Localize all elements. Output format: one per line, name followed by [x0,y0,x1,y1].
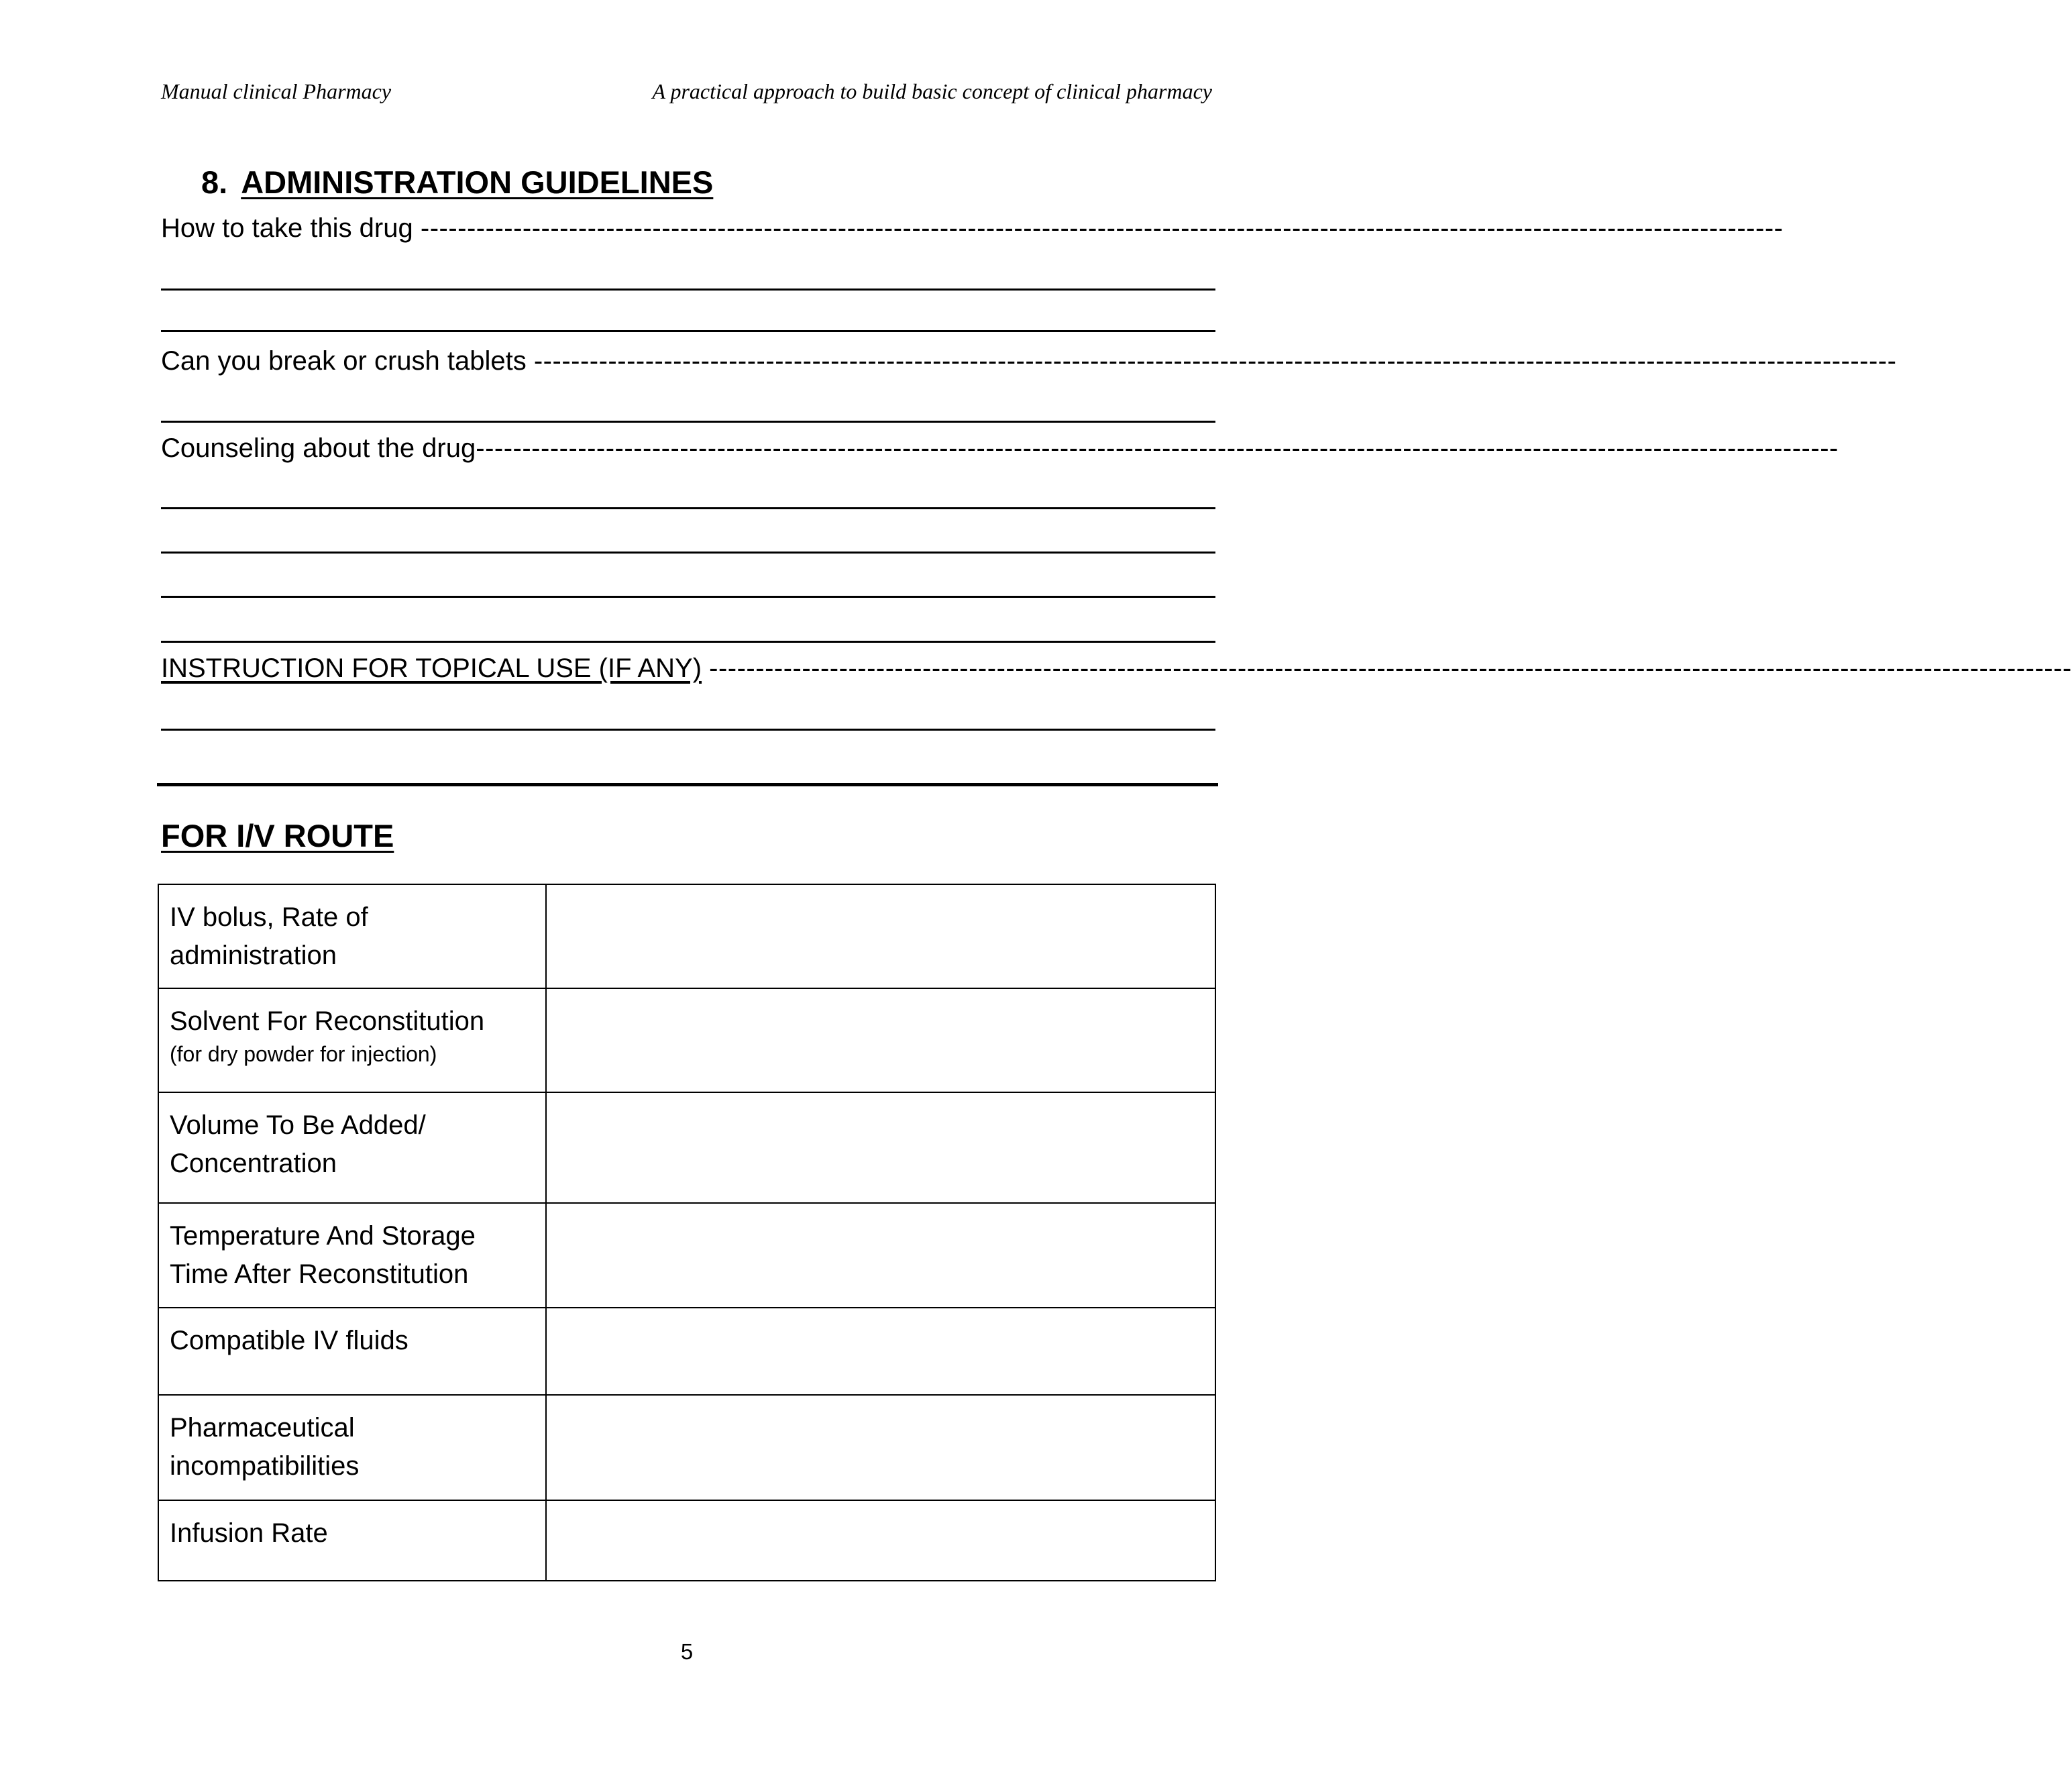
table-row [158,1203,1215,1308]
table-row [158,1092,1215,1203]
table-row [158,1500,1215,1581]
how-to-take-prompt: How to take this drug [161,213,413,243]
table-row [158,884,1215,988]
table-row [158,988,1215,1092]
counseling-row [161,428,1839,468]
counseling-prompt: Counseling about the drug [161,433,476,463]
answer-line[interactable] [161,421,1215,423]
iv-route-table [158,884,1216,1581]
row-label [158,1308,546,1395]
answer-line[interactable] [161,507,1215,509]
answer-line[interactable] [161,596,1215,598]
section-number: 8. [201,164,228,200]
break-crush-row [161,341,1897,381]
section-title: ADMINISTRATION GUIDELINES [241,164,714,200]
row-value-cell[interactable] [546,1203,1215,1308]
iv-route-title: FOR I/V ROUTE [161,818,394,853]
running-header-right: A practical approach to build basic concept of clinical pharmacy [652,79,1212,103]
row-label-note: (for dry powder for injection) [170,1042,437,1066]
row-value-cell[interactable] [546,1395,1215,1500]
section-heading [201,164,713,201]
row-label-text: Solvent For Reconstitution [170,1006,485,1036]
dashed-fill-line[interactable]: --------------------------------------------------------------------------------------------------------------------------------------------------- [476,433,1839,463]
row-label-text: IV bolus, Rate of administration [170,902,368,970]
break-crush-prompt: Can you break or crush tablets [161,346,527,376]
answer-line[interactable] [161,641,1215,643]
row-label [158,1203,546,1308]
topical-row [161,648,2072,688]
row-label-text: Temperature And Storage Time After Reconstitution [170,1221,476,1289]
answer-line[interactable] [161,330,1215,332]
row-value-cell[interactable] [546,1092,1215,1203]
row-value-cell[interactable] [546,884,1215,988]
how-to-take-row [161,208,1784,248]
row-value-cell[interactable] [546,1308,1215,1395]
dashed-fill-line[interactable]: --------------------------------------------------------------------------------------------------------------------------------------------------- [709,653,2072,683]
row-label [158,1500,546,1581]
answer-line[interactable] [161,289,1215,291]
answer-line[interactable] [161,729,1215,731]
row-label-text: Infusion Rate [170,1518,328,1548]
page-number: 5 [680,1639,694,1664]
row-label-text: Volume To Be Added/ Concentration [170,1110,426,1178]
row-label [158,1092,546,1203]
dashed-fill-line[interactable]: --------------------------------------------------------------------------------------------------------------------------------------------------- [533,346,1897,376]
row-label [158,884,546,988]
row-label-text: Pharmaceutical incompatibilities [170,1413,360,1481]
answer-line[interactable] [161,552,1215,554]
dashed-fill-line[interactable]: --------------------------------------------------------------------------------------------------------------------------------------------------- [420,213,1784,243]
row-label [158,1395,546,1500]
row-label [158,988,546,1092]
row-label-text: Compatible IV fluids [170,1326,408,1355]
table-row [158,1395,1215,1500]
row-value-cell[interactable] [546,1500,1215,1581]
table-row [158,1308,1215,1395]
running-header-left: Manual clinical Pharmacy [161,79,392,103]
row-value-cell[interactable] [546,988,1215,1092]
topical-prompt: INSTRUCTION FOR TOPICAL USE (IF ANY) [161,653,702,683]
section-divider [157,783,1218,786]
